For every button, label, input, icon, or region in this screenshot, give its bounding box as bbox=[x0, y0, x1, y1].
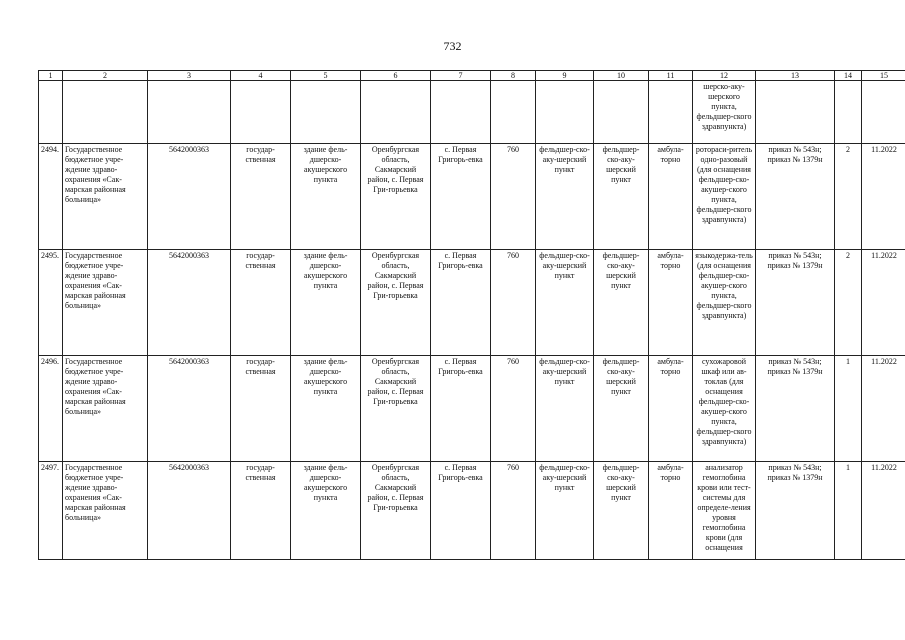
column-header: 13 bbox=[756, 71, 835, 81]
column-number-row bbox=[39, 71, 905, 81]
care-type-cell: амбула-торно bbox=[649, 356, 693, 462]
unit-type-cell: фельдшер-ско-аку-шерский пункт bbox=[536, 144, 594, 250]
ownership-cell: государ-ственная bbox=[231, 356, 291, 462]
unit-kind-cell: фельдшер-ско-аку-шерский пункт bbox=[594, 462, 649, 560]
column-header: 1 bbox=[39, 71, 63, 81]
column-header: 9 bbox=[536, 71, 594, 81]
inn-cell: 5642000363 bbox=[148, 250, 231, 356]
unit-kind-cell: фельдшер-ско-аку-шерский пункт bbox=[594, 144, 649, 250]
column-header: 4 bbox=[231, 71, 291, 81]
building-cell: здание фель-дшерско-акушерского пункта bbox=[291, 356, 361, 462]
column-header: 10 bbox=[594, 71, 649, 81]
building-cell: здание фель-дшерско-акушерского пункта bbox=[291, 462, 361, 560]
continuation-row bbox=[39, 81, 905, 144]
date-cell: 11.2022 bbox=[862, 144, 905, 250]
settlement-cell: с. Первая Григорь-евка bbox=[431, 250, 491, 356]
organization-cell: Государственное бюджетное учре-ждение здраво-охранения «Сак-марская районная больница» bbox=[63, 462, 148, 560]
organization-cell: Государственное бюджетное учре-ждение здраво-охранения «Сак-марская районная больница» bbox=[63, 144, 148, 250]
table-row bbox=[39, 356, 905, 462]
order-cell: приказ № 543н; приказ № 1379н bbox=[756, 144, 835, 250]
column-header: 8 bbox=[491, 71, 536, 81]
inn-cell: 5642000363 bbox=[148, 356, 231, 462]
row-number: 2497. bbox=[39, 462, 63, 560]
equipment-cell: ротораси-ритель одно-разовый (для оснащения фельдшер-ско-акушер-ского пункта, фельдшер-ского здравпункта) bbox=[693, 144, 756, 250]
row-number: 2496. bbox=[39, 356, 63, 462]
order-cell: приказ № 543н; приказ № 1379н bbox=[756, 250, 835, 356]
register-table bbox=[38, 70, 905, 560]
population-cell: 760 bbox=[491, 356, 536, 462]
column-header: 7 bbox=[431, 71, 491, 81]
equipment-cell: языкодержа-тель (для оснащения фельдшер-ско-акушер-ского пункта, фельдшер-ского здравпункта) bbox=[693, 250, 756, 356]
equipment-cell: сухожаровой шкаф или ав-токлав (для оснащения фельдшер-ско-акушер-ского пункта, фельдшер-ского здравпункта) bbox=[693, 356, 756, 462]
equipment-cell: анализатор гемоглобина крови или тест-системы для определе-ления уровня гемоглобина крови (для оснащения bbox=[693, 462, 756, 560]
settlement-cell: с. Первая Григорь-евка bbox=[431, 462, 491, 560]
building-cell: здание фель-дшерско-акушерского пункта bbox=[291, 250, 361, 356]
column-header: 15 bbox=[862, 71, 905, 81]
equipment-cell: шерско-аку-шерского пункта, фельдшер-ского здравпункта) bbox=[693, 81, 756, 144]
column-header: 14 bbox=[835, 71, 862, 81]
organization-cell: Государственное бюджетное учре-ждение здраво-охранения «Сак-марская районная больница» bbox=[63, 356, 148, 462]
unit-type-cell: фельдшер-ско-аку-шерский пункт bbox=[536, 462, 594, 560]
column-header: 12 bbox=[693, 71, 756, 81]
date-cell: 11.2022 bbox=[862, 462, 905, 560]
inn-cell: 5642000363 bbox=[148, 462, 231, 560]
organization-cell: Государственное бюджетное учре-ждение здраво-охранения «Сак-марская районная больница» bbox=[63, 250, 148, 356]
order-cell: приказ № 543н; приказ № 1379н bbox=[756, 462, 835, 560]
building-cell: здание фель-дшерско-акушерского пункта bbox=[291, 144, 361, 250]
address-cell: Оренбургская область, Сакмарский район, с. Первая Гри-горьевка bbox=[361, 144, 431, 250]
table-row bbox=[39, 144, 905, 250]
address-cell: Оренбургская область, Сакмарский район, с. Первая Гри-горьевка bbox=[361, 462, 431, 560]
order-cell: приказ № 543н; приказ № 1379н bbox=[756, 356, 835, 462]
settlement-cell: с. Первая Григорь-евка bbox=[431, 144, 491, 250]
column-header: 11 bbox=[649, 71, 693, 81]
unit-kind-cell: фельдшер-ско-аку-шерский пункт bbox=[594, 356, 649, 462]
quantity-cell: 2 bbox=[835, 250, 862, 356]
care-type-cell: амбула-торно bbox=[649, 144, 693, 250]
row-number: 2495. bbox=[39, 250, 63, 356]
unit-kind-cell: фельдшер-ско-аку-шерский пункт bbox=[594, 250, 649, 356]
population-cell: 760 bbox=[491, 462, 536, 560]
care-type-cell: амбула-торно bbox=[649, 250, 693, 356]
care-type-cell: амбула-торно bbox=[649, 462, 693, 560]
table-row bbox=[39, 250, 905, 356]
inn-cell: 5642000363 bbox=[148, 144, 231, 250]
column-header: 3 bbox=[148, 71, 231, 81]
ownership-cell: государ-ственная bbox=[231, 462, 291, 560]
column-header: 6 bbox=[361, 71, 431, 81]
settlement-cell: с. Первая Григорь-евка bbox=[431, 356, 491, 462]
date-cell: 11.2022 bbox=[862, 356, 905, 462]
date-cell: 11.2022 bbox=[862, 250, 905, 356]
ownership-cell: государ-ственная bbox=[231, 144, 291, 250]
column-header: 5 bbox=[291, 71, 361, 81]
quantity-cell: 1 bbox=[835, 356, 862, 462]
table-row bbox=[39, 462, 905, 560]
address-cell: Оренбургская область, Сакмарский район, с. Первая Гри-горьевка bbox=[361, 250, 431, 356]
address-cell: Оренбургская область, Сакмарский район, с. Первая Гри-горьевка bbox=[361, 356, 431, 462]
row-number: 2494. bbox=[39, 144, 63, 250]
unit-type-cell: фельдшер-ско-аку-шерский пункт bbox=[536, 250, 594, 356]
population-cell: 760 bbox=[491, 250, 536, 356]
unit-type-cell: фельдшер-ско-аку-шерский пункт bbox=[536, 356, 594, 462]
quantity-cell: 1 bbox=[835, 462, 862, 560]
quantity-cell: 2 bbox=[835, 144, 862, 250]
population-cell: 760 bbox=[491, 144, 536, 250]
page-number: 732 bbox=[443, 39, 462, 53]
ownership-cell: государ-ственная bbox=[231, 250, 291, 356]
column-header: 2 bbox=[63, 71, 148, 81]
